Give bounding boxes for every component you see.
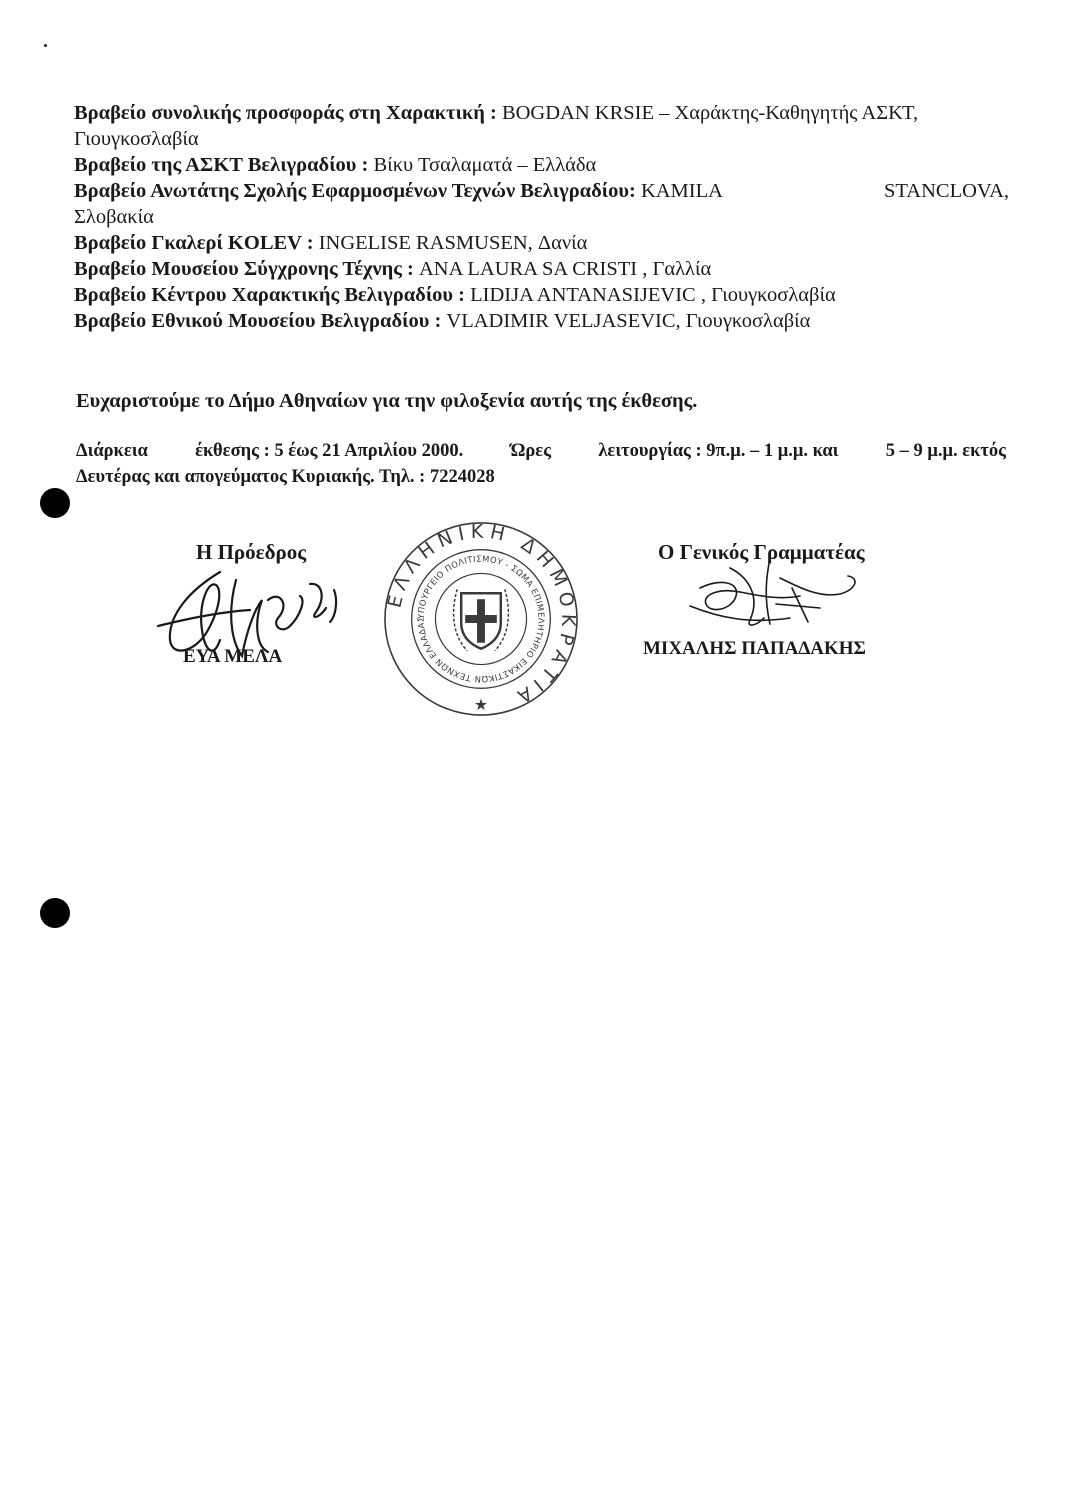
- stamp-outer-text: ΕΛΛΗΝΙΚΗ ΔΗΜΟΚΡΑΤΙΑ: [384, 521, 579, 710]
- president-title: Η Πρόεδρος: [196, 540, 307, 564]
- hours-line-2: Δευτέρας και απογεύματος Κυριακής. Τηλ. : 7224028: [76, 467, 495, 487]
- award-line: Βραβείο Εθνικού Μουσείου Βελιγραδίου : VLADIMIR VELJASEVIC, Γιουγκοσλαβία: [74, 310, 811, 332]
- thanks-note: Ευχαριστούμε το Δήμο Αθηναίων για την φιλοξενία αυτής της έκθεσης.: [76, 390, 698, 412]
- award-line: Βραβείο Γκαλερί KOLEV : INGELISE RASMUSEN, Δανία: [74, 232, 588, 254]
- award-line: Γιουγκοσλαβία: [74, 128, 199, 150]
- star-icon: ★: [473, 695, 489, 715]
- award-line: Σλοβακία: [74, 206, 154, 228]
- award-line: Βραβείο Κέντρου Χαρακτικής Βελιγραδίου : LIDIJA ANTANASIJEVIC , Γιουγκοσλαβία: [74, 284, 836, 306]
- secretary-signature: [680, 548, 870, 638]
- hours-part: 5 – 9 μ.μ. εκτός: [885, 441, 1006, 461]
- hours-part: έκθεσης : 5 έως 21 Απριλίου 2000.: [195, 441, 464, 461]
- award-line: Βραβείο Ανωτάτης Σχολής Εφαρμοσμένων Τεχνών Βελιγραδίου: KAMILA STANCLOVA,: [74, 180, 1009, 202]
- punch-hole-top: [40, 488, 70, 518]
- award-line: Βραβείο της ΑΣΚΤ Βελιγραδίου : Βίκυ Τσαλαματά – Ελλάδα: [74, 154, 597, 176]
- president-name: ΕΥΑ ΜΕΛΑ: [183, 646, 283, 667]
- punch-hole-bottom: [40, 898, 70, 928]
- award-line: Βραβείο Μουσείου Σύγχρονης Τέχνης : ANA LAURA SA CRISTI , Γαλλία: [74, 258, 712, 280]
- official-stamp: [382, 520, 580, 718]
- hours-part: λειτουργίας : 9π.μ. – 1 μ.μ. και: [598, 441, 839, 461]
- stamp-inner-text: ΥΠΟΥΡΓΕΙΟ ΠΟΛΙΤΙΣΜΟΥ - ΣΩΜΑ ΕΠΙΜΕΛΗΤΗΡΙΟ ΕΙΚΑΣΤΙΚΩΝ ΤΕΧΝΩΝ ΕΛΛΑΔΑΣ: [415, 553, 547, 685]
- exhibition-hours: [76, 438, 1006, 490]
- secretary-title: Ο Γενικός Γραμματέας: [658, 540, 865, 564]
- hours-part: Διάρκεια: [76, 441, 148, 461]
- coat-of-arms-icon: [454, 589, 509, 650]
- award-line: Βραβείο συνολικής προσφοράς στη Χαρακτική : BOGDAN KRSIE – Χαράκτης-Καθηγητής ΑΣΚΤ,: [74, 102, 919, 124]
- hours-part: Ώρες: [510, 441, 552, 461]
- secretary-name: ΜΙΧΑΛΗΣ ΠΑΠΑΔΑΚΗΣ: [643, 638, 866, 659]
- scan-speck: [44, 44, 47, 47]
- awards-list: [74, 100, 1009, 334]
